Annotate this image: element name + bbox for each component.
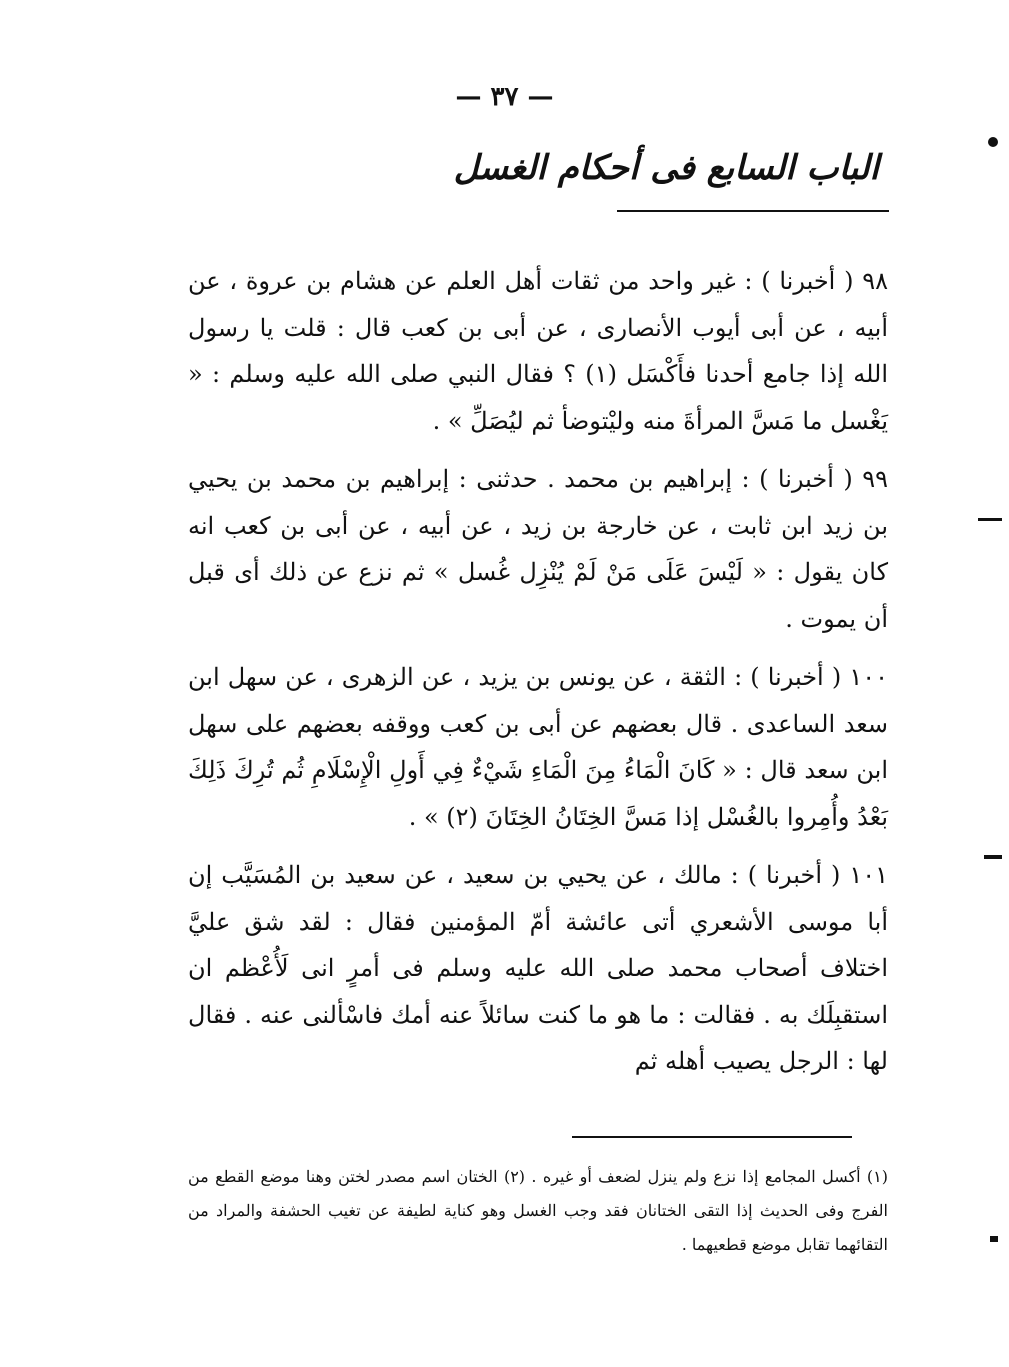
title-underline [617,210,889,212]
scan-mark-dot [990,1236,998,1242]
scan-mark-dash [984,855,1002,859]
scan-mark-dot [988,137,998,147]
chapter-title: الباب السابع فى أحكام الغسل [453,148,879,188]
hadith-101: ١٠١ ( أخبرنا ) : مالك ، عن يحيي بن سعيد ، عن سعيد بن المُسَيَّب إن أبا موسى الأشعري أتى عائشة أمّ المؤمنين فقال : لقد شق عليَّ اختلاف أصحاب محمد صلى الله عليه وسلم فى أمرٍ انى لَأُعْظم ان استقبِلَك به . فقالت : ما هو ما كنت سائلاً عنه أمك فاسْألنى عنه . فقال لها : الرجل يصيب أهله ثم [188,861,888,1075]
hadith-99: ٩٩ ( أخبرنا ) : إبراهيم بن محمد . حدثنى : إبراهيم بن محمد بن يحيي بن زيد ابن ثابت ، عن خارجة بن زيد ، عن أبيه ، عن أبى بن كعب انه كان يقول : « لَيْسَ عَلَى مَنْ لَمْ يُنْزِل غُسل » ثم نزع عن ذلك أى قبل أن يموت . [188,465,889,633]
hadith-100: ١٠٠ ( أخبرنا ) : الثقة ، عن يونس بن يزيد ، عن الزهرى ، عن سهل ابن سعد الساعدى . قال بعضهم عن أبى بن كعب ووقفه بعضهم على سهل ابن سعد قال : « كَانَ الْمَاءُ مِنَ الْمَاءِ شَيْءٌ فِي أَولِ الْإِسْلَامِ ثُم تُرِكَ ذَلِكَ بَعْدُ وأُمِروا بالغُسْل إذا مَسَّ الخِتَانُ الخِتَانَ (٢) » . [188,663,888,831]
footnotes: (١) أكسل المجامع إذا نزع ولم ينزل لضعف أو غيره . (٢) الختان اسم مصدر لختن وهنا موضع القطع من الفرج وفى الحديث إذا التقى الختانان فقد وجب الغسل وهو كناية لطيفة عن تغيب الحشفة والمراد من التقائهما تقابل موضع قطعيهما . [188,1167,889,1254]
footnote-separator [572,1136,852,1138]
main-text [188,258,888,1097]
page-number: — ٣٧ — [455,82,554,112]
hadith-98: ٩٨ ( أخبرنا ) : غير واحد من ثقات أهل العلم عن هشام بن عروة ، عن أبيه ، عن أبى أيوب الأنصارى ، عن أبى بن كعب قال : قلت يا رسول الله إذا جامع أحدنا فأَكْسَل (١) ؟ فقال النبي صلى الله عليه وسلم : « يَغْسل ما مَسَّ المرأةَ منه وليْتوضأ ثم ليُصَلِّ » . [188,267,888,435]
scan-mark-dash [978,518,1002,521]
